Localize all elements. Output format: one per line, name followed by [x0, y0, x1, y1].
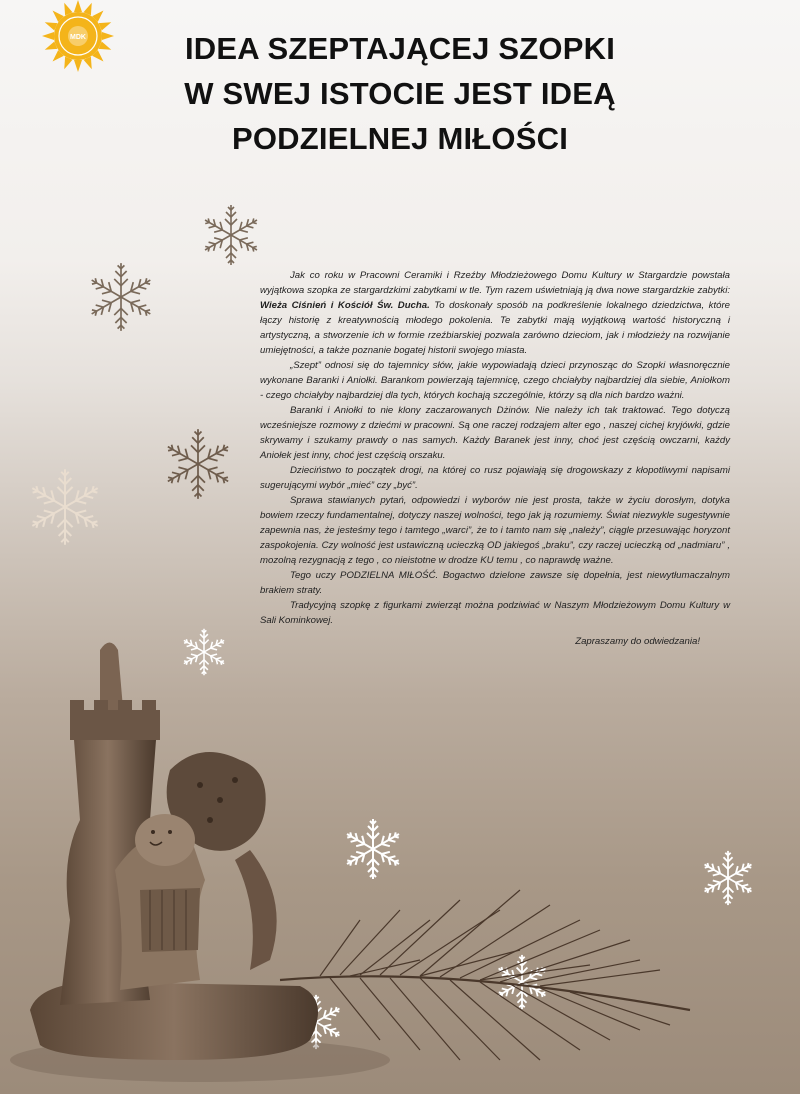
title-line-3: PODZIELNEJ MIŁOŚCI	[231, 121, 569, 156]
paragraph: „Szept” odnosi się do tajemnicy słów, jakie wypowiadają dzieci przynosząc do Szopki własnoręcznie wykonane Baranki i Aniołki. Barankom powierzają tajemnicę, czego chciałyby najbardziej dla siebie, Aniołkom - czego chciałyby najbardziej dla tych, których kochają szczególnie, którzy są dla nich bardzo ważni.	[260, 360, 730, 401]
page-title	[120, 26, 680, 161]
snowflake-icon	[162, 428, 234, 500]
invitation-text: Zapraszamy do odwiedzania!	[575, 636, 700, 647]
paragraph: Dzieciństwo to początek drogi, na której co rusz pojawiają się drogowskazy z kłopotliwymi napisami sugerującymi wybór „mieć” czy „być”.	[260, 465, 730, 491]
snowflake-icon	[86, 262, 156, 332]
paragraph: Tradycyjną szopkę z figurkami zwierząt można podziwiać w Naszym Młodzieżowym Domu Kultury w Sali Kominkowej.	[260, 600, 730, 626]
title-line-1: IDEA SZEPTAJĄCEJ SZOPKI	[184, 31, 616, 66]
paragraph-text: To doskonały sposób na podkreślenie lokalnego dziedzictwa, które łączy historię z kreatywnością młodego pokolenia. Te zabytki mają wyjątkową wartość historyczną i artystyczną, a stworzenie ich w formie rzeźbiarskiej pozwala zarówno dzieciom, jak i młodzieży na rozwijanie umiejętności, a także poznanie bogatej historii swojego miasta.	[260, 300, 730, 356]
article-body	[260, 268, 730, 649]
pine-branch	[280, 890, 690, 1060]
ceramic-nativity-sculpture	[0, 620, 800, 1094]
paragraph	[260, 268, 730, 358]
title-line-2: W SWEJ ISTOCIE JEST IDEĄ	[184, 76, 616, 111]
sun-logo-icon	[38, 0, 118, 74]
monuments-highlight: Wieża Ciśnień i Kościół Św. Ducha.	[260, 300, 430, 311]
svg-text:MDK: MDK	[70, 34, 86, 41]
paragraph-text: Jak co roku w Pracowni Ceramiki i Rzeźby Młodzieżowego Domu Kultury w Stargardzie powstała wyjątkowa szopka ze stargardzkimi zabytkami w tle. Tym razem uświetniają ją dwa nowe stargardzkie zabytki:	[260, 270, 730, 296]
paragraph: Baranki i Aniołki to nie klony zaczarowanych Dżinów. Nie należy ich tak traktować. Tego dotyczą wcześniejsze rozmowy z dziećmi w pracowni. Są one raczej rodzajem alter ego , naszej cichej kryjówki, gdzie skrywamy i szukamy prawdy o nas samych. Każdy Baranek jest inny, choć jest częścią owczarni, każdy Aniołek jest inny, choć jest częścią orszaku.	[260, 405, 730, 461]
paragraph: Tego uczy PODZIELNA MIŁOŚĆ. Bogactwo dzielone zawsze się dopełnia, jest niewytłumaczalnym brakiem straty.	[260, 570, 730, 596]
snowflake-icon	[26, 468, 104, 546]
snowflake-icon	[200, 204, 262, 266]
paragraph: Sprawa stawianych pytań, odpowiedzi i wyborów nie jest prosta, także w życiu dorosłym, dotyka bowiem rzeczy fundamentalnej, dotyczy naszej wolności, tego jak ją rozumiemy. Świat niezwykle sugestywnie zapewnia nas, że jesteśmy tego i tamtego „warci”, że to i tamto nam się „należy”, ciągle przesuwając horyzont zaspokojenia. Czy wolność jest ustawiczną ucieczką OD jakiegoś „braku”, czy raczej ucieczką od „nadmiaru” , mozolną rezygnacją z tego , co nieistotne w drodze KU temu , co naprawdę ważne.	[260, 495, 730, 566]
